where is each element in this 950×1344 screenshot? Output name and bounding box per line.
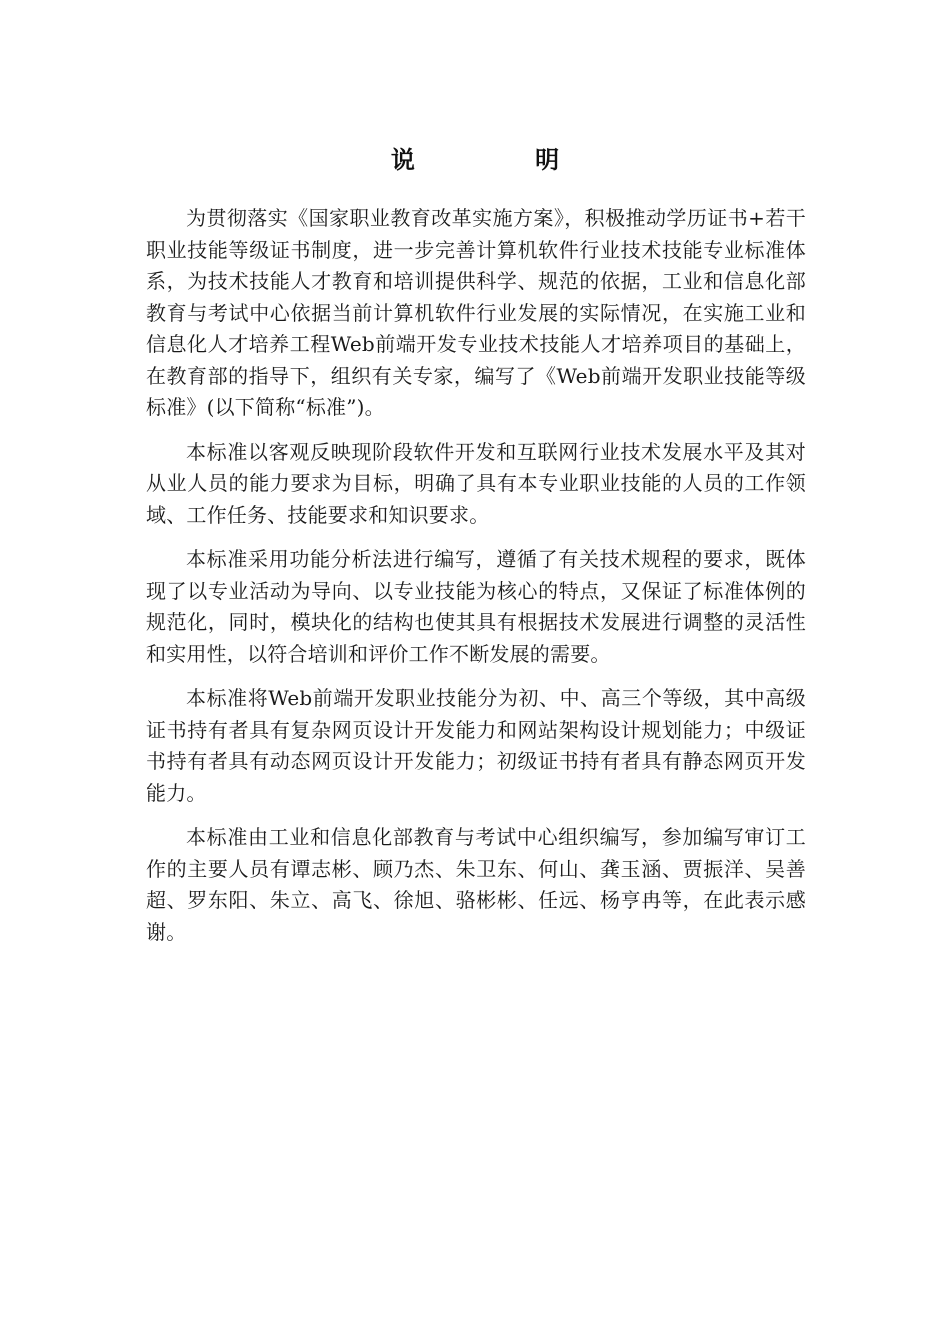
paragraph-objective: 本标准以客观反映现阶段软件开发和互联网行业技术发展水平及其对从业人员的能力要求为目标，明确了具有本专业职业技能的人员的工作领域、工作任务、技能要求和知识要求。 (146, 439, 806, 527)
document-body (146, 203, 806, 961)
paragraph-intro: 为贯彻落实《国家职业教育改革实施方案》，积极推动学历证书+若干职业技能等级证书制度，进一步完善计算机软件行业技术技能专业标准体系，为技术技能人才教育和培训提供科学、规范的依据，工业和信息化部教育与考试中心依据当前计算机软件行业发展的实际情况，在实施工业和信息化人才培养工程Web前端开发专业技术技能人才培养项目的基础上，在教育部的指导下，组织有关专家，编写了《Web前端开发职业技能等级标准》(以下简称“标准”)。 (146, 206, 806, 419)
page-title: 说 明 (390, 146, 616, 174)
paragraph-method: 本标准采用功能分析法进行编写，遵循了有关技术规程的要求，既体现了以专业活动为导向、以专业技能为核心的特点，又保证了标准体例的规范化，同时，模块化的结构也使其具有根据技术发展进行调整的灵活性和实用性，以符合培训和评价工作不断发展的需要。 (146, 547, 806, 666)
paragraph-levels: 本标准将Web前端开发职业技能分为初、中、高三个等级，其中高级证书持有者具有复杂网页设计开发能力和网站架构设计规划能力；中级证书持有者具有动态网页设计开发能力；初级证书持有者具有静态网页开发能力。 (146, 686, 806, 805)
paragraph-acknowledgements: 本标准由工业和信息化部教育与考试中心组织编写，参加编写审订工作的主要人员有谭志彬、顾乃杰、朱卫东、何山、龚玉涵、贾振洋、吴善超、罗东阳、朱立、高飞、徐旭、骆彬彬、任远、杨亨冉等，在此表示感谢。 (146, 825, 806, 944)
